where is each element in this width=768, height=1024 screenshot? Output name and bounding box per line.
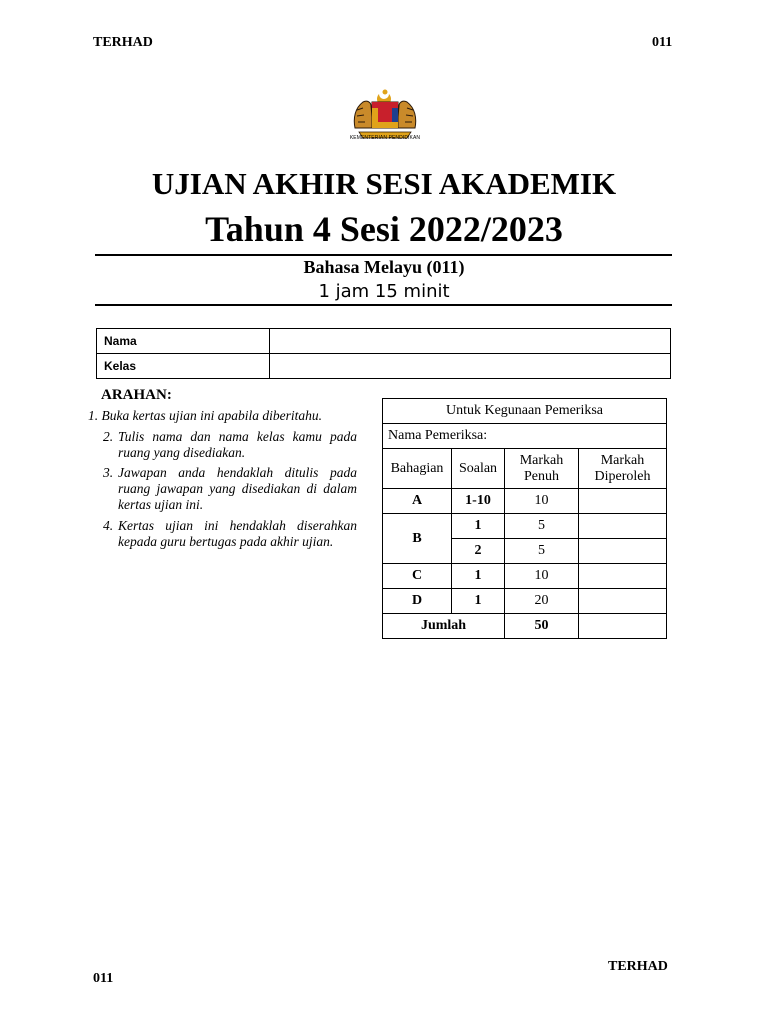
section-cell: C [383, 564, 452, 589]
instruction-number: 1. [88, 408, 99, 423]
question-cell: 1 [452, 514, 505, 539]
obtained-marks-cell[interactable] [579, 589, 667, 614]
title-divider-bottom [95, 304, 672, 306]
class-field[interactable] [270, 354, 671, 379]
crest-caption: KEMENTERIAN PENDIDIKAN [349, 135, 421, 141]
examiner-name-label: Nama Pemeriksa: [383, 424, 667, 449]
examiner-table-title: Untuk Kegunaan Pemeriksa [383, 399, 667, 424]
instruction-number: 2. [103, 429, 114, 444]
instruction-number: 3. [103, 465, 114, 480]
total-value: 50 [505, 614, 579, 639]
exam-title: UJIAN AKHIR SESI AKADEMIK [151, 166, 617, 201]
full-marks-cell: 10 [505, 489, 579, 514]
question-cell: 1 [452, 589, 505, 614]
total-label: Jumlah [383, 614, 505, 639]
instruction-item-1 [88, 408, 358, 424]
section-cell: D [383, 589, 452, 614]
name-label: Nama [97, 329, 270, 354]
full-marks-cell: 20 [505, 589, 579, 614]
full-marks-cell: 5 [505, 539, 579, 564]
instruction-text: Jawapan anda hendaklah ditulis pada ruang jawapan yang disediakan di dalam kertas ujian ini. [118, 465, 357, 512]
subject-title: Bahasa Melayu (011) [303, 257, 465, 277]
table-row [383, 614, 667, 639]
footer-paper-code: 011 [93, 971, 114, 986]
full-marks-cell: 10 [505, 564, 579, 589]
table-row [383, 514, 667, 539]
instruction-text: Buka kertas ujian ini apabila diberitahu. [101, 408, 322, 423]
header-obtained-marks: Markah Diperoleh [579, 449, 667, 489]
table-row [383, 399, 667, 424]
table-row [383, 589, 667, 614]
header-question: Soalan [452, 449, 505, 489]
section-cell: B [383, 514, 452, 564]
obtained-marks-cell[interactable] [579, 539, 667, 564]
instruction-text: Kertas ujian ini hendaklah diserahkan kepada guru bertugas pada akhir ujian. [118, 518, 357, 549]
obtained-marks-cell[interactable] [579, 514, 667, 539]
full-marks-cell: 5 [505, 514, 579, 539]
header-full-marks: Markah Penuh [505, 449, 579, 489]
exam-duration: 1 jam 15 minit [318, 281, 450, 302]
name-field[interactable] [270, 329, 671, 354]
obtained-marks-cell[interactable] [579, 564, 667, 589]
header-paper-code: 011 [652, 35, 673, 50]
instructions-heading: ARAHAN: [101, 387, 172, 403]
section-cell: A [383, 489, 452, 514]
candidate-info-table [96, 328, 671, 379]
examiner-marks-table [382, 398, 667, 639]
table-row [97, 329, 671, 354]
total-obtained-cell[interactable] [579, 614, 667, 639]
class-label: Kelas [97, 354, 270, 379]
exam-year-session: Tahun 4 Sesi 2022/2023 [205, 209, 563, 249]
header-classification: TERHAD [93, 35, 153, 50]
question-cell: 1 [452, 564, 505, 589]
obtained-marks-cell[interactable] [579, 489, 667, 514]
footer-classification: TERHAD [608, 959, 668, 974]
instruction-text: Tulis nama dan nama kelas kamu pada ruang yang disediakan. [118, 429, 357, 460]
table-row [383, 564, 667, 589]
table-row [383, 424, 667, 449]
instruction-number: 4. [103, 518, 114, 533]
table-row [97, 354, 671, 379]
table-row [383, 449, 667, 489]
table-row [383, 489, 667, 514]
question-cell: 2 [452, 539, 505, 564]
question-cell: 1-10 [452, 489, 505, 514]
header-section: Bahagian [383, 449, 452, 489]
title-divider-top [95, 254, 672, 256]
